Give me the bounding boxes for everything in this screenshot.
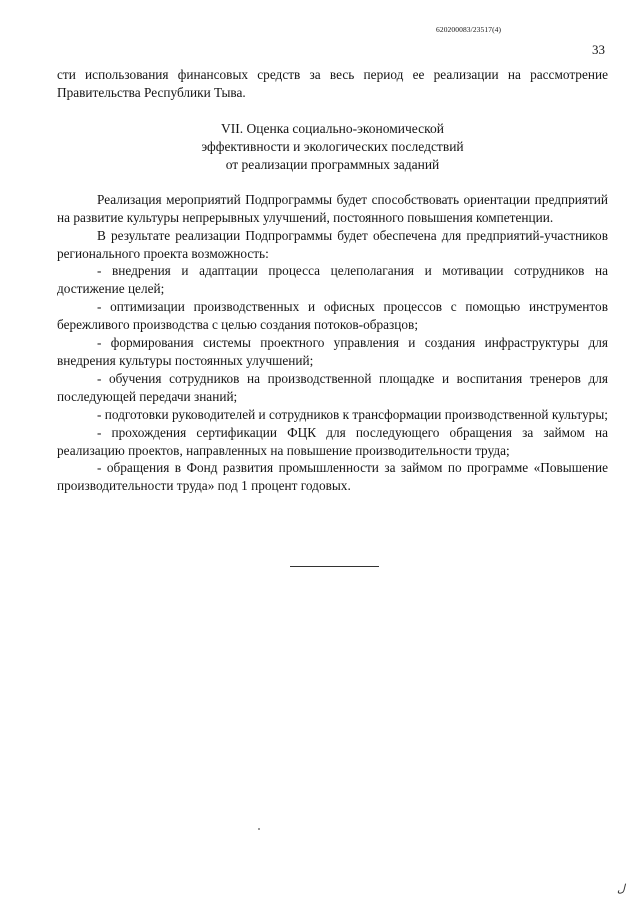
page-body [57,66,608,495]
section-heading-line-1: VII. Оценка социально-экономической [221,120,444,136]
intro-paragraph: сти использования финансовых средств за весь период ее реализации на рассмотрение Правительства Республики Тыва. [57,67,608,100]
scan-speck [258,828,260,830]
section-heading-line-3: от реализации программных заданий [225,156,440,172]
list-item: - подготовки руководителей и сотрудников к трансформации производственной культуры; [97,406,608,422]
paragraph-effect: Реализация мероприятий Подпрограммы будет способствовать ориентации предприятий на развитие культуры непрерывных улучшений, постоянного повышения компетенции. [57,191,608,225]
list-item: - обучения сотрудников на производственной площадке и воспитания тренеров для последующей передачи знаний; [57,370,608,404]
page-number: 33 [592,42,605,57]
list-item: - оптимизации производственных и офисных процессов с помощью инструментов бережливого производства с целью создания потоков-образцов; [57,299,608,333]
list-item: - обращения в Фонд развития промышленности за займом по программе «Повышение производительности труда» под 1 процент годовых. [57,460,608,494]
paragraph-opportunities: В результате реализации Подпрограммы будет обеспечена для предприятий-участников регионального проекта возможность: [57,227,608,261]
list-item: - прохождения сертификации ФЦК для последующего обращения за займом на реализацию проектов, направленных на повышение производительности труда; [57,424,608,458]
handwritten-mark: ل [617,883,625,895]
list-item: - формирования системы проектного управления и создания инфраструктуры для внедрения культуры постоянных улучшений; [57,335,608,368]
section-heading-line-2: эффективности и экологических последствий [201,138,464,154]
list-item: - внедрения и адаптации процесса целеполагания и мотивации сотрудников на достижение целей; [57,263,608,297]
end-divider [290,566,379,567]
document-id: 620200083/23517(4) [436,25,502,34]
section-heading [57,120,608,174]
